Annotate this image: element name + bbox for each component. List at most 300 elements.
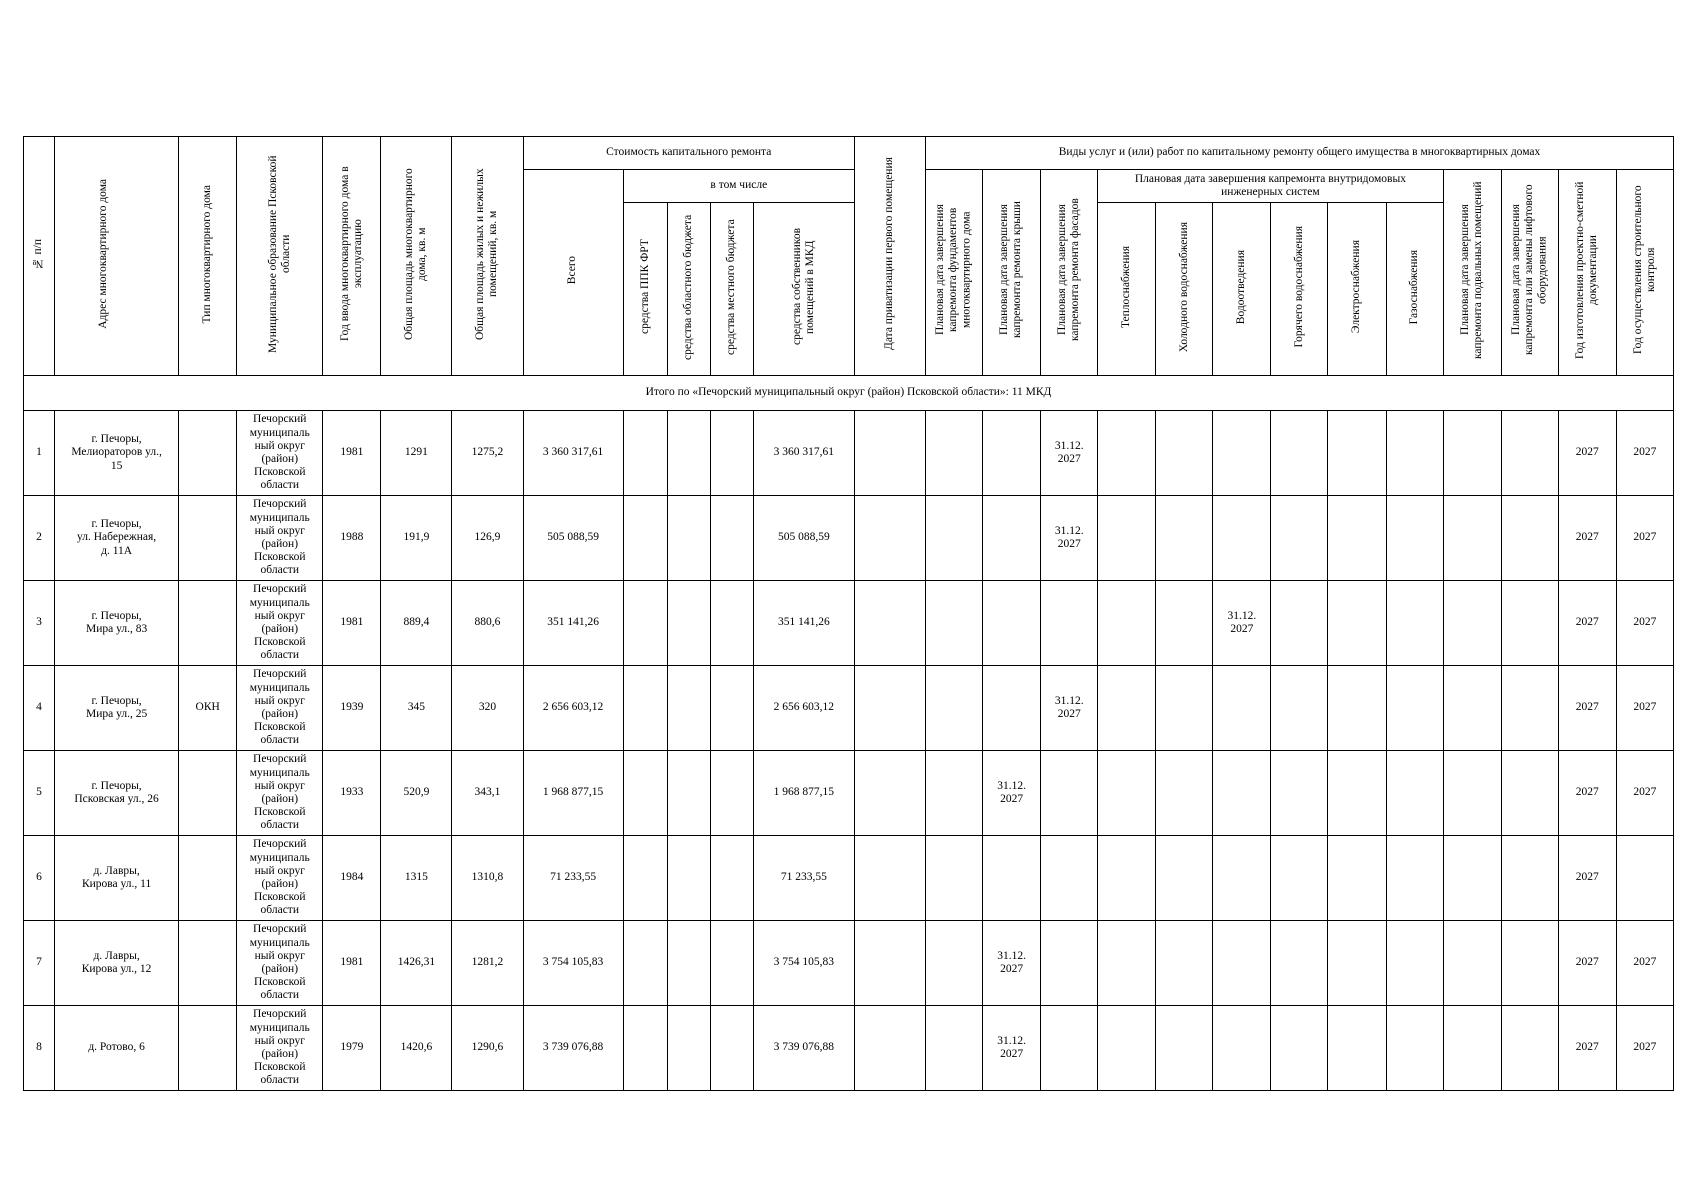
row-municipality-line: муниципаль	[249, 1021, 310, 1034]
row-area-premises: 1275,2	[452, 411, 523, 496]
row-year: 1933	[323, 751, 381, 836]
header-sys-electric: Электроснабжения	[1328, 203, 1386, 376]
row-cost-regional	[667, 751, 710, 836]
row-roof-line: 31.12.	[997, 949, 1026, 962]
header-municipality: Муниципальное образование Псковской области	[237, 137, 323, 376]
header-works-group: Виды услуг и (или) работ по капитальному ремонту общего имущества в многоквартирных домах	[926, 137, 1674, 170]
row-cost-ppk	[623, 1006, 667, 1091]
row-cost-ppk	[623, 496, 667, 581]
header-work-facade: Плановая дата завершения капремонта ремонта фасадов	[1041, 170, 1098, 376]
row-electric	[1328, 751, 1386, 836]
row-sewage	[1213, 411, 1271, 496]
header-address: Адрес многоквартирного дома	[55, 137, 179, 376]
row-address-line: г. Печоры,	[91, 694, 142, 707]
row-elevator	[1501, 496, 1558, 581]
row-cost-local	[710, 921, 753, 1006]
row-cold-water	[1156, 666, 1213, 751]
row-basement	[1443, 411, 1501, 496]
row-area-total: 1420,6	[381, 1006, 452, 1091]
row-elevator	[1501, 666, 1558, 751]
row-facade	[1041, 1006, 1098, 1091]
row-municipality-line: области	[260, 904, 299, 917]
row-address-line: Кирова ул., 11	[81, 878, 152, 890]
row-address-line: Кирова ул., 12	[81, 963, 152, 975]
row-basement	[1443, 751, 1501, 836]
row-cost-total: 71 233,55	[523, 836, 623, 921]
row-municipality-line: области	[260, 1074, 299, 1087]
row-address-line: д. Лавры,	[93, 949, 140, 962]
row-facade-line: 2027	[1057, 708, 1081, 720]
row-municipality-line: ный округ	[254, 439, 305, 452]
row-sewage	[1213, 666, 1271, 751]
total-row-label: Итого по «Печорский муниципальный округ (район) Псковской области»: 11 МКД	[24, 376, 1674, 411]
row-address	[55, 836, 179, 921]
row-cost-local	[710, 666, 753, 751]
header-cost-ppk: средства ППК ФРТ	[623, 203, 667, 376]
row-cost-regional	[667, 921, 710, 1006]
table-row	[24, 751, 1674, 836]
row-municipality-line: Псковской	[253, 466, 306, 479]
row-sewage	[1213, 836, 1271, 921]
row-area-premises: 126,9	[452, 496, 523, 581]
row-cost-total: 351 141,26	[523, 581, 623, 666]
row-cost-ppk	[623, 666, 667, 751]
row-year: 1984	[323, 836, 381, 921]
row-municipality-line: Псковской	[253, 551, 306, 564]
row-roof	[983, 751, 1041, 836]
row-foundation	[926, 411, 983, 496]
row-elevator	[1501, 411, 1558, 496]
row-municipality-line: ный округ	[254, 1034, 305, 1047]
row-design-year: 2027	[1558, 496, 1616, 581]
row-electric	[1328, 496, 1386, 581]
row-roof-line: 31.12.	[997, 779, 1026, 792]
capital-repair-table	[23, 136, 1674, 1091]
row-municipality-line: Псковской	[253, 1061, 306, 1074]
header-including: в том числе	[623, 170, 854, 203]
row-facade	[1041, 411, 1098, 496]
row-area-total: 520,9	[381, 751, 452, 836]
row-area-premises: 1310,8	[452, 836, 523, 921]
table-row	[24, 496, 1674, 581]
header-work-foundation: Плановая дата завершения капремонта фундаментов многоквартирного дома	[926, 170, 983, 376]
row-foundation	[926, 751, 983, 836]
header-type: Тип многоквартирного дома	[179, 137, 237, 376]
row-elevator	[1501, 581, 1558, 666]
row-year: 1981	[323, 411, 381, 496]
row-municipality	[237, 1006, 323, 1091]
row-elevator	[1501, 921, 1558, 1006]
row-cost-regional	[667, 496, 710, 581]
row-num: 4	[24, 666, 55, 751]
header-sys-cold-water: Холодного водоснабжения	[1156, 203, 1213, 376]
row-cost-local	[710, 411, 753, 496]
row-gas	[1386, 921, 1443, 1006]
row-address	[55, 921, 179, 1006]
row-facade	[1041, 496, 1098, 581]
row-municipality-line: ный округ	[254, 524, 305, 537]
row-elevator	[1501, 836, 1558, 921]
row-basement	[1443, 581, 1501, 666]
row-cost-local	[710, 836, 753, 921]
row-area-premises: 343,1	[452, 751, 523, 836]
row-privatization	[854, 921, 925, 1006]
row-municipality	[237, 836, 323, 921]
row-hot-water	[1271, 411, 1328, 496]
row-address-line: 15	[110, 459, 123, 472]
row-control-year: 2027	[1616, 921, 1673, 1006]
row-hot-water	[1271, 496, 1328, 581]
row-year: 1981	[323, 921, 381, 1006]
row-facade-line: 31.12.	[1054, 694, 1084, 707]
header-total-area: Общая площадь многоквартирного дома, кв. м	[381, 137, 452, 376]
row-municipality-line: Печорский	[253, 838, 307, 851]
row-year: 1981	[323, 581, 381, 666]
row-cost-local	[710, 496, 753, 581]
row-municipality-line: области	[260, 564, 299, 577]
row-year: 1979	[323, 1006, 381, 1091]
row-gas	[1386, 666, 1443, 751]
row-gas	[1386, 581, 1443, 666]
row-roof	[983, 921, 1041, 1006]
row-privatization	[854, 836, 925, 921]
row-municipality-line: Печорский	[253, 498, 307, 511]
row-address-line: д. 11А	[101, 544, 133, 557]
row-cost-ppk	[623, 836, 667, 921]
row-municipality-line: муниципаль	[249, 936, 310, 949]
row-facade-line: 2027	[1057, 453, 1081, 465]
row-address	[55, 496, 179, 581]
row-municipality-line: муниципаль	[249, 681, 310, 694]
row-control-year: 2027	[1616, 751, 1673, 836]
row-type: ОКН	[179, 666, 237, 751]
header-privatization: Дата приватизации первого помещения	[854, 137, 925, 376]
header-work-elevator: Плановая дата завершения капремонта или замены лифтового оборудования	[1501, 170, 1558, 376]
row-privatization	[854, 496, 925, 581]
row-cost-owners: 3 754 105,83	[753, 921, 854, 1006]
total-row	[24, 376, 1674, 411]
row-year: 1939	[323, 666, 381, 751]
row-sewage	[1213, 496, 1271, 581]
row-foundation	[926, 666, 983, 751]
row-elevator	[1501, 751, 1558, 836]
row-roof	[983, 836, 1041, 921]
row-municipality-line: Печорский	[253, 668, 307, 681]
row-area-premises: 320	[452, 666, 523, 751]
row-num: 7	[24, 921, 55, 1006]
row-municipality-line: (район)	[261, 453, 299, 465]
row-basement	[1443, 496, 1501, 581]
row-municipality-line: (район)	[261, 708, 299, 720]
row-electric	[1328, 921, 1386, 1006]
row-address	[55, 751, 179, 836]
row-cost-regional	[667, 411, 710, 496]
row-facade	[1041, 921, 1098, 1006]
row-cost-regional	[667, 666, 710, 751]
row-basement	[1443, 666, 1501, 751]
row-foundation	[926, 581, 983, 666]
row-roof-line: 2027	[1000, 1048, 1024, 1060]
row-municipality-line: ный округ	[254, 779, 305, 792]
row-elevator	[1501, 1006, 1558, 1091]
table-row	[24, 666, 1674, 751]
header-cost-owners: средства собственников помещений в МКД	[753, 203, 854, 376]
row-municipality-line: муниципаль	[249, 851, 310, 864]
row-roof	[983, 581, 1041, 666]
row-municipality-line: Псковской	[253, 891, 306, 904]
row-heating	[1098, 751, 1156, 836]
table-row	[24, 1006, 1674, 1091]
row-address-line: г. Печоры,	[91, 609, 142, 622]
row-municipality-line: ный округ	[254, 609, 305, 622]
row-municipality-line: Псковской	[253, 636, 306, 649]
header-sys-heating: Теплоснабжения	[1098, 203, 1156, 376]
row-municipality	[237, 921, 323, 1006]
row-municipality	[237, 581, 323, 666]
row-electric	[1328, 1006, 1386, 1091]
row-address	[55, 411, 179, 496]
row-heating	[1098, 1006, 1156, 1091]
row-cost-total: 2 656 603,12	[523, 666, 623, 751]
row-address-line: г. Печоры,	[91, 433, 142, 446]
row-sewage	[1213, 751, 1271, 836]
row-hot-water	[1271, 666, 1328, 751]
row-address-line: г. Печоры,	[91, 779, 142, 792]
row-basement	[1443, 836, 1501, 921]
row-facade	[1041, 581, 1098, 666]
row-municipality-line: (район)	[261, 793, 299, 805]
row-cost-regional	[667, 581, 710, 666]
row-gas	[1386, 496, 1443, 581]
row-area-total: 345	[381, 666, 452, 751]
row-heating	[1098, 836, 1156, 921]
row-facade	[1041, 666, 1098, 751]
row-municipality-line: (район)	[261, 623, 299, 635]
row-privatization	[854, 411, 925, 496]
row-municipality-line: ный округ	[254, 864, 305, 877]
row-foundation	[926, 836, 983, 921]
row-municipality-line: муниципаль	[249, 511, 310, 524]
row-cost-ppk	[623, 411, 667, 496]
row-heating	[1098, 666, 1156, 751]
row-cost-owners: 1 968 877,15	[753, 751, 854, 836]
row-heating	[1098, 921, 1156, 1006]
row-design-year: 2027	[1558, 1006, 1616, 1091]
row-heating	[1098, 496, 1156, 581]
table-header	[24, 137, 1674, 376]
row-type	[179, 581, 237, 666]
row-electric	[1328, 666, 1386, 751]
row-address-line: Мира ул., 83	[85, 623, 148, 635]
row-municipality-line: Печорский	[253, 583, 307, 596]
row-roof-line: 2027	[1000, 963, 1024, 975]
row-num: 5	[24, 751, 55, 836]
header-cost-local: средства местного бюджета	[710, 203, 753, 376]
row-cold-water	[1156, 836, 1213, 921]
row-address-line: ул. Набережная,	[77, 531, 157, 544]
row-municipality-line: ный округ	[254, 949, 305, 962]
row-type	[179, 751, 237, 836]
row-cost-total: 3 754 105,83	[523, 921, 623, 1006]
row-roof	[983, 411, 1041, 496]
row-cost-total: 3 739 076,88	[523, 1006, 623, 1091]
row-heating	[1098, 581, 1156, 666]
row-area-total: 1315	[381, 836, 452, 921]
header-work-basement: Плановая дата завершения капремонта подвальных помещений	[1443, 170, 1501, 376]
row-privatization	[854, 1006, 925, 1091]
header-engineering-group: Плановая дата завершения капремонта внутридомовых инженерных систем	[1098, 170, 1443, 203]
row-foundation	[926, 921, 983, 1006]
row-area-premises: 1281,2	[452, 921, 523, 1006]
row-control-year: 2027	[1616, 666, 1673, 751]
row-cold-water	[1156, 921, 1213, 1006]
row-hot-water	[1271, 1006, 1328, 1091]
row-address	[55, 666, 179, 751]
row-foundation	[926, 496, 983, 581]
row-control-year: 2027	[1616, 496, 1673, 581]
table-row	[24, 921, 1674, 1006]
row-municipality-line: области	[260, 989, 299, 1002]
header-num: № п/п	[24, 137, 55, 376]
header-cost-group: Стоимость капитального ремонта	[523, 137, 854, 170]
row-municipality	[237, 751, 323, 836]
row-cold-water	[1156, 1006, 1213, 1091]
row-roof-line: 2027	[1000, 793, 1024, 805]
row-cost-owners: 505 088,59	[753, 496, 854, 581]
row-facade	[1041, 836, 1098, 921]
table-row	[24, 581, 1674, 666]
header-year-built: Год ввода многоквартирного дома в эксплуатацию	[323, 137, 381, 376]
header-work-roof: Плановая дата завершения капремонта ремонта крыши	[983, 170, 1041, 376]
row-design-year: 2027	[1558, 751, 1616, 836]
row-sewage	[1213, 581, 1271, 666]
row-facade-line: 31.12.	[1054, 439, 1084, 452]
row-address-line: Мелиораторов ул.,	[71, 446, 162, 459]
row-roof	[983, 496, 1041, 581]
row-type	[179, 921, 237, 1006]
row-gas	[1386, 1006, 1443, 1091]
row-municipality-line: ный округ	[254, 694, 305, 707]
header-sys-gas: Газоснабжения	[1386, 203, 1443, 376]
table-body	[24, 376, 1674, 1091]
row-cost-owners: 3 739 076,88	[753, 1006, 854, 1091]
row-address	[55, 1006, 179, 1091]
row-address-line: Мира ул., 25	[85, 708, 148, 720]
row-num: 3	[24, 581, 55, 666]
row-area-total: 1426,31	[381, 921, 452, 1006]
row-sewage-line: 31.12.	[1227, 609, 1257, 622]
row-area-premises: 1290,6	[452, 1006, 523, 1091]
row-num: 1	[24, 411, 55, 496]
row-municipality-line: (район)	[261, 1048, 299, 1060]
row-facade-line: 2027	[1057, 538, 1081, 550]
row-cold-water	[1156, 751, 1213, 836]
header-sys-hot-water: Горячего водоснабжения	[1271, 203, 1328, 376]
row-cost-owners: 3 360 317,61	[753, 411, 854, 496]
row-electric	[1328, 411, 1386, 496]
row-municipality-line: области	[260, 734, 299, 747]
row-roof	[983, 666, 1041, 751]
row-electric	[1328, 581, 1386, 666]
row-cost-ppk	[623, 921, 667, 1006]
row-area-total: 191,9	[381, 496, 452, 581]
row-address-line: Псковская ул., 26	[74, 793, 159, 805]
row-municipality-line: муниципаль	[249, 596, 310, 609]
row-municipality-line: Псковской	[253, 721, 306, 734]
row-cost-owners: 351 141,26	[753, 581, 854, 666]
row-area-total: 1291	[381, 411, 452, 496]
row-cost-owners: 2 656 603,12	[753, 666, 854, 751]
row-cost-total: 505 088,59	[523, 496, 623, 581]
row-municipality-line: (район)	[261, 878, 299, 890]
row-cost-ppk	[623, 751, 667, 836]
row-design-year: 2027	[1558, 921, 1616, 1006]
table-row	[24, 836, 1674, 921]
header-premises-area: Общая площадь жилых и нежилых помещений, кв. м	[452, 137, 523, 376]
header-year-design: Год изготовления проектно-сметной документации	[1558, 170, 1616, 376]
row-year: 1988	[323, 496, 381, 581]
row-sewage-line: 2027	[1230, 623, 1254, 635]
row-municipality-line: области	[260, 479, 299, 492]
row-gas	[1386, 836, 1443, 921]
row-cost-regional	[667, 1006, 710, 1091]
row-type	[179, 836, 237, 921]
row-cost-local	[710, 751, 753, 836]
row-municipality-line: муниципаль	[249, 426, 310, 439]
row-roof	[983, 1006, 1041, 1091]
row-cost-ppk	[623, 581, 667, 666]
row-address-line: г. Печоры,	[91, 518, 142, 531]
row-municipality-line: (район)	[261, 538, 299, 550]
row-sewage	[1213, 1006, 1271, 1091]
row-municipality-line: Печорский	[253, 923, 307, 936]
row-municipality	[237, 411, 323, 496]
row-municipality-line: Печорский	[253, 413, 307, 426]
header-year-control: Год осуществления строительного контроля	[1616, 170, 1673, 376]
row-cold-water	[1156, 411, 1213, 496]
row-hot-water	[1271, 751, 1328, 836]
row-municipality-line: (район)	[261, 963, 299, 975]
row-hot-water	[1271, 836, 1328, 921]
row-municipality-line: Псковской	[253, 806, 306, 819]
row-basement	[1443, 1006, 1501, 1091]
row-design-year: 2027	[1558, 581, 1616, 666]
row-address-line: д. Ротово, 6	[88, 1041, 145, 1054]
row-basement	[1443, 921, 1501, 1006]
row-heating	[1098, 411, 1156, 496]
row-municipality	[237, 496, 323, 581]
table-row	[24, 411, 1674, 496]
row-cost-regional	[667, 836, 710, 921]
row-control-year: 2027	[1616, 1006, 1673, 1091]
row-gas	[1386, 411, 1443, 496]
row-municipality-line: области	[260, 649, 299, 662]
row-foundation	[926, 1006, 983, 1091]
row-privatization	[854, 581, 925, 666]
row-facade	[1041, 751, 1098, 836]
row-type	[179, 1006, 237, 1091]
row-type	[179, 411, 237, 496]
row-hot-water	[1271, 581, 1328, 666]
row-cold-water	[1156, 496, 1213, 581]
row-type	[179, 496, 237, 581]
row-facade-line: 31.12.	[1054, 524, 1084, 537]
row-cost-local	[710, 1006, 753, 1091]
header-sys-sewage: Водоотведения	[1213, 203, 1271, 376]
row-num: 8	[24, 1006, 55, 1091]
row-cold-water	[1156, 581, 1213, 666]
row-municipality-line: Псковской	[253, 976, 306, 989]
